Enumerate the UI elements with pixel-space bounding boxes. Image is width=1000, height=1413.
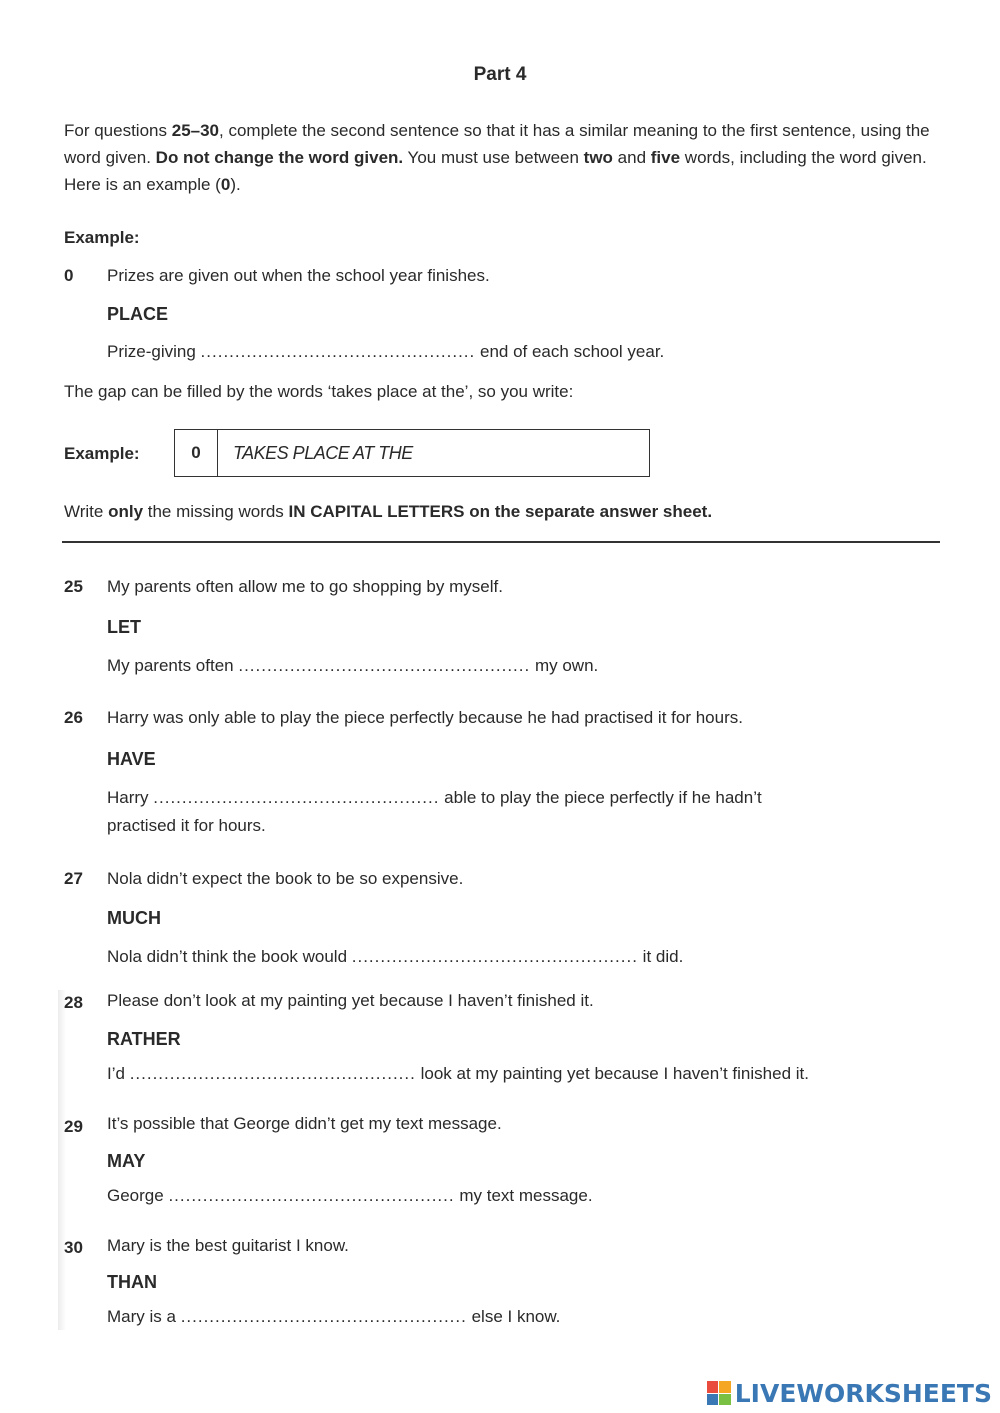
gap-end: able to play the piece perfectly if he hadn’t: [439, 788, 762, 807]
liveworksheets-logo: [707, 1376, 992, 1410]
example-note: The gap can be filled by the words ‘takes place at the’, so you write:: [64, 382, 574, 401]
question-keyword: RATHER: [107, 1029, 181, 1049]
gap-start: Harry: [107, 788, 154, 807]
gap-end: look at my painting yet because I haven’t finished it.: [415, 1064, 809, 1083]
scan-shadow: [58, 990, 66, 1330]
answer-gap[interactable]: ..................................................: [153, 788, 440, 807]
instr-bold: 0: [220, 175, 231, 194]
example-answer-box: [174, 429, 650, 477]
answer-gap[interactable]: ...................................................: [238, 656, 531, 675]
instr-bold: Do not change the word given.: [155, 148, 404, 167]
question-gapped-sentence: [107, 1307, 560, 1327]
instr-text: ).: [230, 175, 241, 194]
gap-end: it did.: [637, 947, 684, 966]
instr-text: , complete the second sentence so that it has a similar meaning to the first sentence, using the word given.: [64, 121, 930, 167]
answer-gap[interactable]: ..................................................: [129, 1064, 416, 1083]
answer-gap[interactable]: ..................................................: [168, 1186, 455, 1205]
gap-start: My parents often: [107, 656, 239, 675]
question-number: 30: [64, 1238, 83, 1257]
gap-end-continued: practised it for hours.: [107, 816, 266, 835]
question-number: 27: [64, 869, 83, 888]
question-number: 28: [64, 993, 83, 1012]
gap-start: Prize-giving: [107, 342, 201, 361]
question-sentence: My parents often allow me to go shopping by myself.: [107, 577, 503, 596]
example-gapped-sentence: [107, 342, 664, 362]
example-number: 0: [64, 266, 74, 285]
example-heading: Example:: [64, 228, 140, 247]
gap-start: I’d: [107, 1064, 130, 1083]
question-number: 26: [64, 708, 83, 727]
question-number: 25: [64, 577, 83, 596]
question-gapped-sentence: [107, 656, 598, 676]
question-sentence: Nola didn’t expect the book to be so expensive.: [107, 869, 464, 888]
instr-text: and: [612, 148, 651, 167]
write-instruction: [64, 502, 712, 522]
gap-dots: ................................................: [200, 342, 476, 361]
example-box-label: Example:: [64, 444, 140, 463]
example-box-answer: TAKES PLACE AT THE: [233, 442, 413, 463]
gap-start: George: [107, 1186, 169, 1205]
instr-text: the missing words: [143, 502, 289, 521]
question-gapped-sentence: [107, 1186, 593, 1206]
question-number: 29: [64, 1117, 83, 1136]
question-gapped-sentence: [107, 1064, 809, 1084]
gap-start: Nola didn’t think the book would: [107, 947, 352, 966]
gap-end: my own.: [530, 656, 599, 675]
answer-gap[interactable]: ..................................................: [180, 1307, 467, 1326]
answer-gap[interactable]: ..................................................: [351, 947, 638, 966]
question-range: 25–30: [171, 121, 220, 140]
example-box-number: 0: [175, 430, 218, 476]
question-sentence: Mary is the best guitarist I know.: [107, 1236, 349, 1255]
question-sentence: Harry was only able to play the piece perfectly because he had practised it for hours.: [107, 708, 743, 727]
question-sentence: Please don’t look at my painting yet because I haven’t finished it.: [107, 991, 594, 1010]
instr-text: Write: [64, 502, 109, 521]
logo-text: LIVEWORKSHEETS: [734, 1378, 992, 1408]
divider: [62, 541, 940, 543]
instr-text: words, including the word given. Here is an example (: [64, 148, 927, 194]
gap-end: else I know.: [466, 1307, 561, 1326]
instr-bold: two: [583, 148, 613, 167]
instr-text: For questions: [64, 121, 172, 140]
instructions: [64, 117, 944, 198]
question-keyword: LET: [107, 617, 141, 637]
instr-bold: IN CAPITAL LETTERS on the separate answer sheet.: [288, 502, 713, 521]
question-sentence: It’s possible that George didn’t get my text message.: [107, 1114, 502, 1133]
instr-bold: five: [650, 148, 681, 167]
logo-grid-icon: [707, 1381, 731, 1405]
gap-end: end of each school year.: [475, 342, 665, 361]
question-keyword: MAY: [107, 1151, 146, 1171]
page-title: Part 4: [473, 64, 527, 85]
question-keyword: THAN: [107, 1272, 157, 1292]
question-keyword: HAVE: [107, 749, 156, 769]
instr-bold: only: [108, 502, 144, 521]
example-keyword: PLACE: [107, 304, 169, 324]
question-gapped-sentence: [107, 788, 762, 808]
gap-start: Mary is a: [107, 1307, 181, 1326]
instr-text: You must use between: [403, 148, 584, 167]
example-sentence: Prizes are given out when the school year finishes.: [107, 266, 490, 285]
question-gapped-sentence: [107, 947, 683, 967]
question-keyword: MUCH: [107, 908, 161, 928]
gap-end: my text message.: [454, 1186, 593, 1205]
